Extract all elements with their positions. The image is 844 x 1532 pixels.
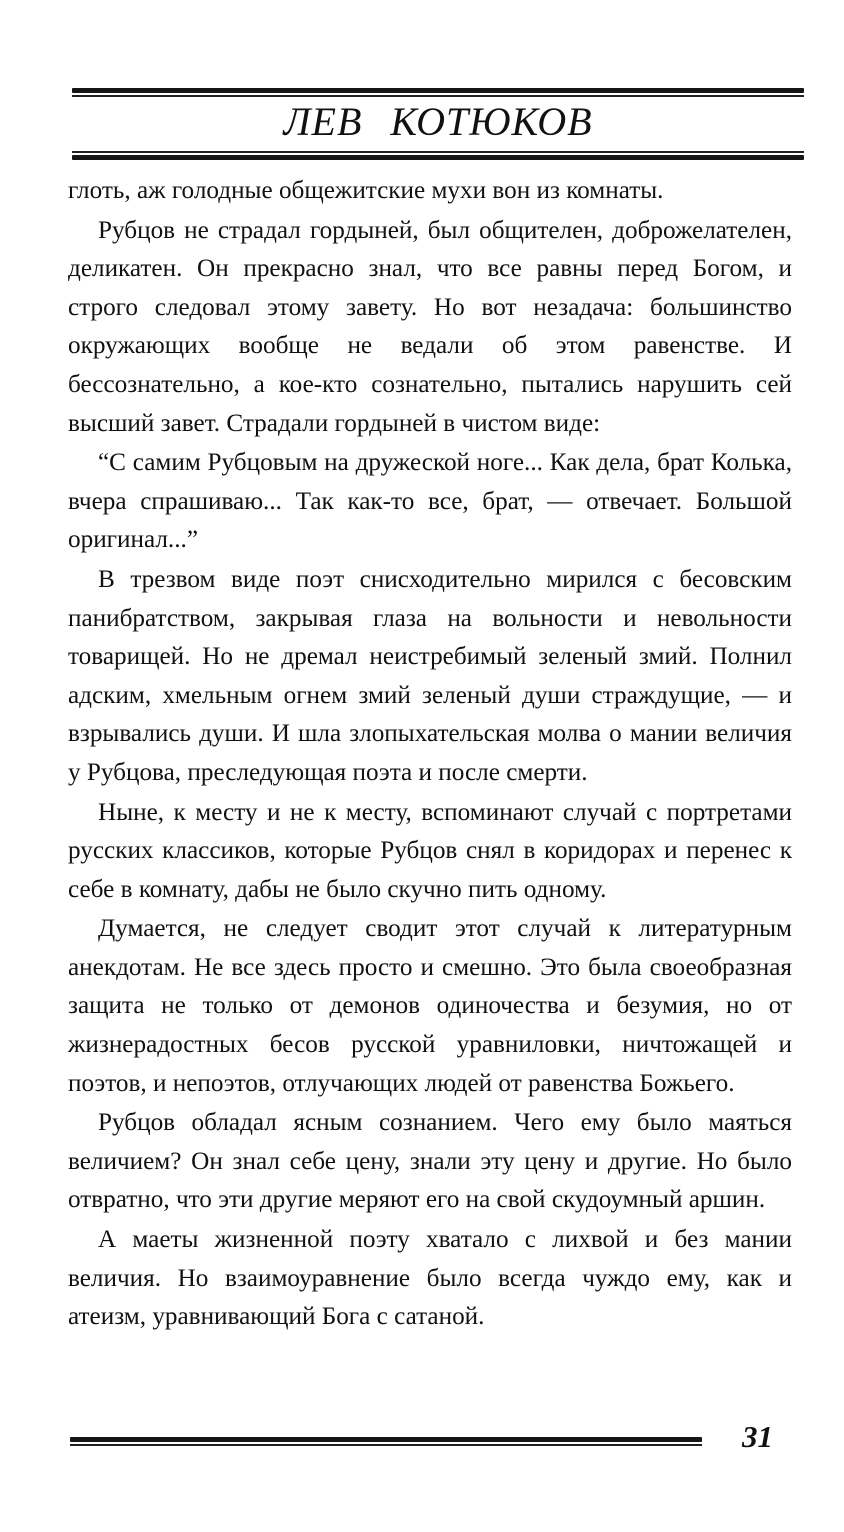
page-number: 31 — [742, 1419, 773, 1454]
author-last-name: КОТЮКОВ — [390, 99, 593, 144]
paragraph-6: Думается, не следует сводит этот случай к литературным анекдотам. Не все здесь просто и смешно. Это была своеобразная защита не только от демонов одиночества и безумия, но от жизнерадостных бесов русской уравниловки, ничтожащей и поэтов, и непоэтов, отлучающих людей от равенства Божьего. — [68, 915, 792, 1097]
paragraph-2: Рубцов не страдал гордыней, был общителен, доброжелателен, деликатен. Он прекрасно знал, что все равны перед Богом, и строго следовал этому завету. Но вот незадача: большинство окружающих вообще не ведали об этом равенстве. И бессознательно, а кое-кто сознательно, пытались нарушить сей высший завет. Страдали гордыней в чистом виде: — [68, 216, 792, 437]
paragraph-4: В трезвом виде поэт снисходительно мирился с бесовским панибратством, закрывая глаза на вольности и невольности товарищей. Но не дремал неистребимый зеленый змий. Полнил адским, хмельным огнем змий зеленый души страждущие, — и взрывались души. И шла злопыхательская молва о мании величия у Рубцова, преследующая поэта и после смерти. — [68, 565, 792, 786]
paragraph-7: Рубцов обладал ясным сознанием. Чего ему было маяться величием? Он знал себе цену, знали эту цену и другие. Но было отвратно, что эти другие меряют его на свой скудоумный аршин. — [68, 1109, 792, 1214]
paragraph-8: А маеты жизненной поэту хватало с лихвой и без мании величия. Но взаимоуравнение было всегда чуждо ему, как и атеизм, уравнивающий Бога с сатаной. — [68, 1226, 792, 1331]
paragraph-3: “С самим Рубцовым на дружеской ноге... Как дела, брат Колька, вчера спрашиваю... Так как-то все, брат, — отвечает. Большой оригинал...” — [68, 449, 792, 554]
paragraph-5: Ныне, к месту и не к месту, вспоминают случай с портретами русских классиков, которые Рубцов снял в коридорах и перенес к себе в комнату, дабы не было скучно пить одному. — [68, 798, 792, 903]
author-first-name: ЛЕВ — [283, 99, 363, 144]
paragraph-1: глоть, аж голодные общежитские мухи вон из комнаты. — [68, 177, 664, 204]
running-head — [72, 96, 804, 148]
text-body — [68, 172, 792, 1337]
